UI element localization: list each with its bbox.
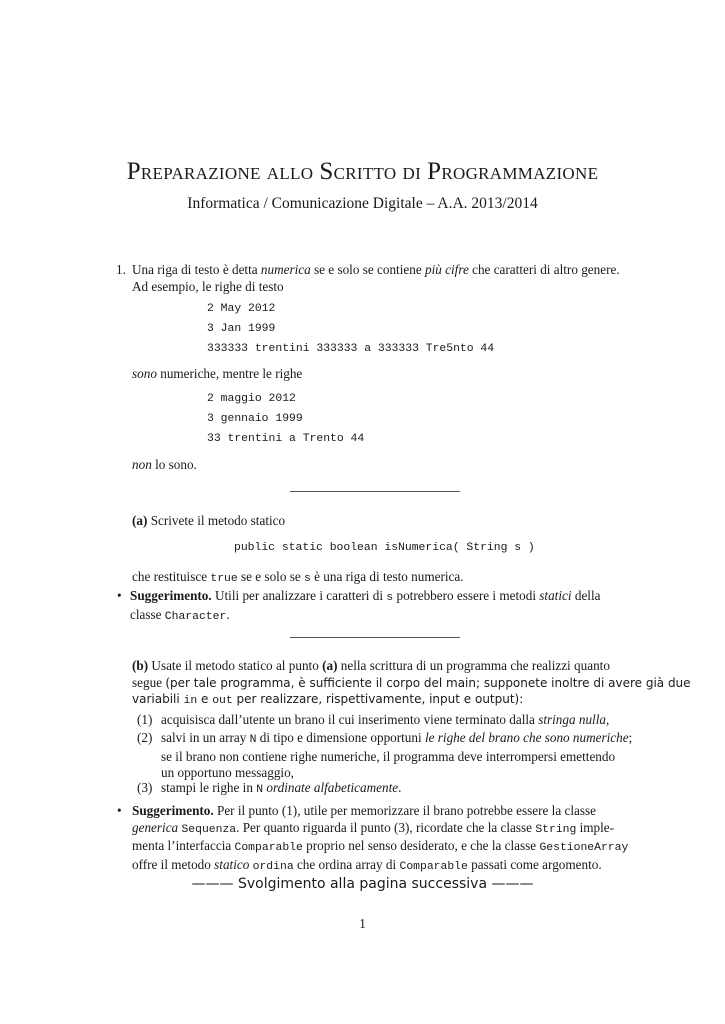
part-a-description: che restituisce true se e solo se s è una riga di testo numerica. <box>132 569 464 585</box>
exercise-number: 1. <box>116 262 126 277</box>
title-word: ALLO <box>266 164 314 183</box>
example-line: 3 Jan 1999 <box>207 323 276 335</box>
title-word: SCRITTO <box>319 158 397 185</box>
example-line: 333333 trentini 333333 a 333333 Tre5nto 44 <box>207 343 495 355</box>
part-b-line: (b) Usate il metodo statico al punto (a) nella scrittura di un programma che realizzi quanto <box>132 658 610 673</box>
step-line: salvi in un array N di tipo e dimensione opportuni le righe del brano che sono numeriche; <box>161 730 633 746</box>
separator-rule <box>290 491 460 492</box>
title-word: DI <box>402 164 422 183</box>
hint-line: Suggerimento. Utili per analizzare i caratteri di s potrebbero essere i metodi statici della <box>130 588 601 604</box>
example-line: 2 May 2012 <box>207 303 276 315</box>
step-line: se il brano non contiene righe numeriche, il programma deve interrompersi emettendo <box>161 748 616 764</box>
part-b-line: variabili in e out per realizzare, rispettivamente, input e output): <box>132 692 524 707</box>
sono-line: sono numeriche, mentre le righe <box>132 366 303 381</box>
example-line: 3 gennaio 1999 <box>207 413 303 425</box>
hint-line: classe Character. <box>130 606 230 623</box>
part-b <box>132 658 691 710</box>
step-number: (3) <box>137 780 153 795</box>
example-line: 33 trentini a Trento 44 <box>207 433 365 445</box>
hint-line: generica Sequenza. Per quanto riguarda il punto (3), ricordate che la classe String imple- <box>132 819 615 836</box>
document-title <box>0 158 725 186</box>
hint-b <box>132 803 627 875</box>
method-signature: public static boolean isNumerica( String s ) <box>234 542 535 554</box>
separator-rule <box>290 637 460 638</box>
part-a-heading: (a) Scrivete il metodo statico <box>132 513 286 528</box>
document-subtitle: Informatica / Comunicazione Digitale – A.A. 2013/2014 <box>187 195 538 212</box>
title-word: PROGRAMMAZIONE <box>427 158 599 185</box>
example-line: 2 maggio 2012 <box>207 393 296 405</box>
hint-line: menta l’interfaccia Comparable proprio nel senso desiderato, e che la classe GestioneArray <box>132 838 629 854</box>
bullet-icon: • <box>117 803 122 818</box>
step-line: un opportuno messaggio, <box>161 765 294 780</box>
step-3: stampi le righe in N ordinate alfabeticamente. <box>161 780 402 796</box>
hint-a <box>130 588 622 625</box>
bullet-icon: • <box>117 588 122 603</box>
step-number: (2) <box>137 730 153 745</box>
step-1: acquisisca dall’utente un brano il cui inserimento viene terminato dalla stringa nulla, <box>161 712 610 727</box>
exercise-intro <box>132 262 627 295</box>
hint-line: Suggerimento. Per il punto (1), utile per memorizzare il brano potrebbe essere la classe <box>132 803 596 818</box>
step-number: (1) <box>137 712 153 727</box>
intro-line: Una riga di testo è detta numerica se e solo se contiene più cifre che caratteri di altro genere. <box>132 262 620 277</box>
step-2 <box>161 730 633 782</box>
continue-note: ——— Svolgimento alla pagina successiva ——— <box>191 876 534 892</box>
hint-line: offre il metodo statico ordina che ordina array di Comparable passati come argomento. <box>132 856 602 873</box>
non-line: non lo sono. <box>132 457 197 472</box>
title-word: PREPARAZIONE <box>126 158 261 185</box>
part-b-line: segue (per tale programma, è sufficiente il corpo del main; supponete inoltre di avere già due <box>132 674 691 690</box>
page-number: 1 <box>359 916 366 931</box>
intro-line: Ad esempio, le righe di testo <box>132 278 284 294</box>
